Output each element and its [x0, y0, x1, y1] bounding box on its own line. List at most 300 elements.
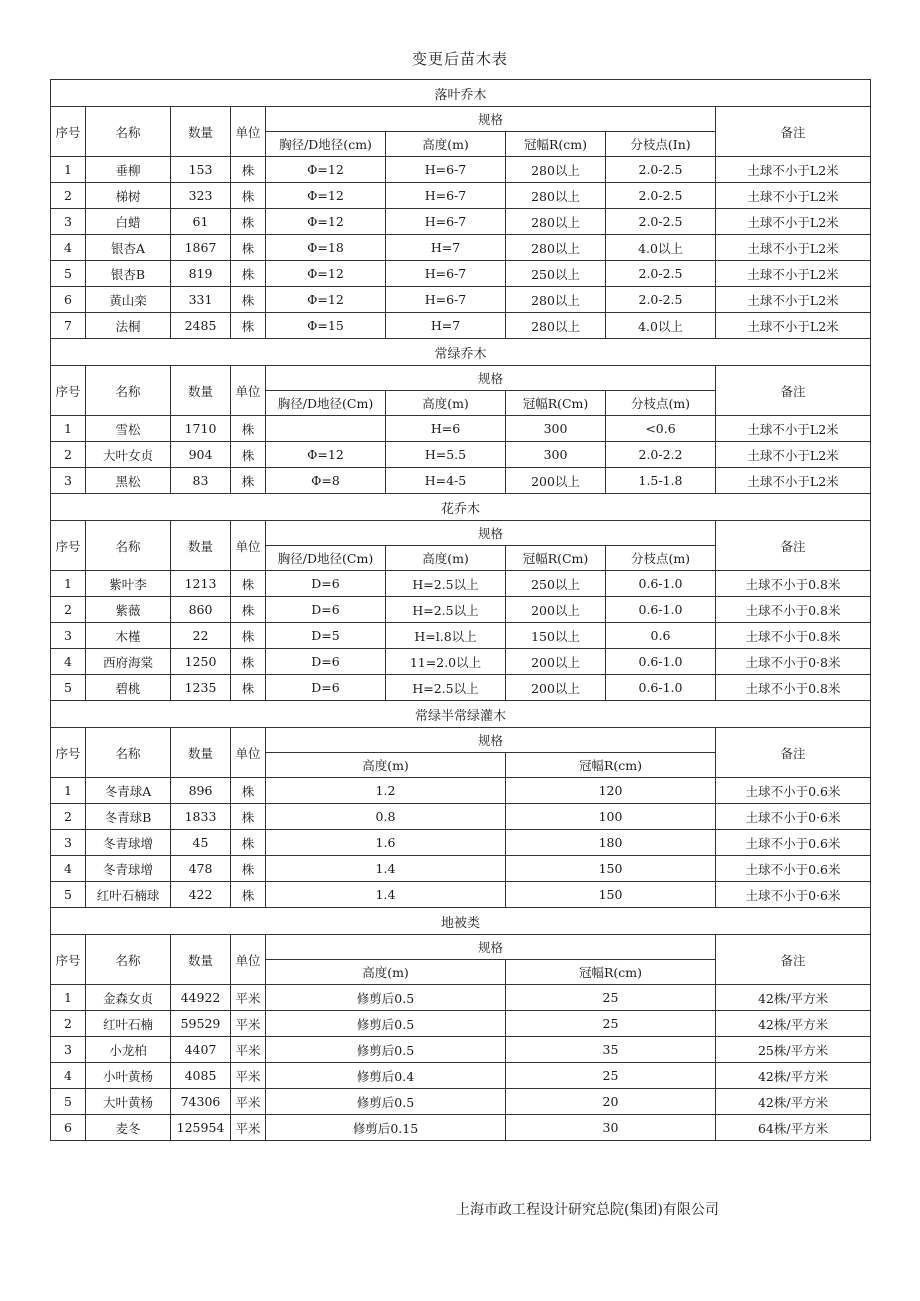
cell-quantity: 1710	[171, 416, 231, 442]
cell-crown: 200以上	[506, 675, 606, 701]
cell-index: 5	[51, 1089, 86, 1115]
cell-diameter: Φ=18	[266, 235, 386, 261]
table-row	[51, 1115, 871, 1141]
header-remark: 备注	[716, 107, 871, 157]
cell-crown: 20	[506, 1089, 716, 1115]
table-row	[51, 468, 871, 494]
cell-unit: 株	[231, 235, 266, 261]
cell-remark: 42株/平方米	[716, 1089, 871, 1115]
table-row	[51, 157, 871, 183]
cell-name: 小叶黄杨	[86, 1063, 171, 1089]
cell-crown: 30	[506, 1115, 716, 1141]
cell-unit: 株	[231, 856, 266, 882]
cell-crown: 120	[506, 778, 716, 804]
section-title-row	[51, 494, 871, 521]
table-row	[51, 1011, 871, 1037]
cell-name: 梯树	[86, 183, 171, 209]
cell-crown: 25	[506, 1063, 716, 1089]
cell-unit: 株	[231, 313, 266, 339]
cell-height: 11=2.0以上	[386, 649, 506, 675]
cell-branch-point: <0.6	[606, 416, 716, 442]
cell-crown: 250以上	[506, 261, 606, 287]
cell-remark: 42株/平方米	[716, 1011, 871, 1037]
cell-name: 紫薇	[86, 597, 171, 623]
cell-name: 红叶石楠	[86, 1011, 171, 1037]
header-remark: 备注	[716, 521, 871, 571]
table-row	[51, 804, 871, 830]
section-title: 常绿半常绿灌木	[51, 701, 871, 728]
cell-remark: 25株/平方米	[716, 1037, 871, 1063]
cell-height: H=6-7	[386, 287, 506, 313]
header-name: 名称	[86, 935, 171, 985]
cell-quantity: 1250	[171, 649, 231, 675]
spec-header: 胸径/D地径(Cm)	[266, 546, 386, 571]
cell-unit: 株	[231, 804, 266, 830]
cell-remark: 土球不小于L2米	[716, 287, 871, 313]
cell-diameter: Φ=8	[266, 468, 386, 494]
cell-height: H=6-7	[386, 261, 506, 287]
cell-remark: 土球不小于L2米	[716, 209, 871, 235]
cell-height: 修剪后0.15	[266, 1115, 506, 1141]
table-header-row	[51, 935, 871, 960]
cell-crown: 25	[506, 1011, 716, 1037]
cell-quantity: 59529	[171, 1011, 231, 1037]
header-quantity: 数量	[171, 107, 231, 157]
cell-quantity: 125954	[171, 1115, 231, 1141]
cell-index: 7	[51, 313, 86, 339]
cell-unit: 株	[231, 157, 266, 183]
cell-quantity: 904	[171, 442, 231, 468]
cell-height: H=2.5以上	[386, 597, 506, 623]
spec-header: 分枝点(In)	[606, 132, 716, 157]
header-unit: 单位	[231, 521, 266, 571]
cell-crown: 180	[506, 830, 716, 856]
cell-quantity: 61	[171, 209, 231, 235]
cell-name: 法桐	[86, 313, 171, 339]
cell-name: 雪松	[86, 416, 171, 442]
cell-crown: 280以上	[506, 313, 606, 339]
cell-branch-point: 0.6-1.0	[606, 597, 716, 623]
cell-index: 3	[51, 1037, 86, 1063]
cell-name: 大叶女贞	[86, 442, 171, 468]
cell-diameter: D=5	[266, 623, 386, 649]
cell-quantity: 83	[171, 468, 231, 494]
table-row	[51, 856, 871, 882]
spec-header: 冠幅R(Cm)	[506, 546, 606, 571]
cell-index: 6	[51, 1115, 86, 1141]
header-name: 名称	[86, 366, 171, 416]
cell-index: 2	[51, 804, 86, 830]
cell-branch-point: 2.0-2.5	[606, 157, 716, 183]
cell-crown: 150以上	[506, 623, 606, 649]
header-spec: 规格	[266, 107, 716, 132]
cell-remark: 42株/平方米	[716, 985, 871, 1011]
cell-unit: 株	[231, 623, 266, 649]
cell-height: H=2.5以上	[386, 675, 506, 701]
header-spec: 规格	[266, 728, 716, 753]
header-remark: 备注	[716, 935, 871, 985]
cell-height: H=5.5	[386, 442, 506, 468]
table-row	[51, 287, 871, 313]
cell-diameter: D=6	[266, 675, 386, 701]
cell-unit: 平米	[231, 1037, 266, 1063]
spec-header: 胸径/D地径(Cm)	[266, 391, 386, 416]
table-header-row	[51, 728, 871, 753]
cell-branch-point: 4.0以上	[606, 313, 716, 339]
cell-unit: 株	[231, 261, 266, 287]
cell-name: 黄山栾	[86, 287, 171, 313]
spec-header: 高度(m)	[386, 132, 506, 157]
cell-unit: 平米	[231, 1089, 266, 1115]
cell-index: 4	[51, 856, 86, 882]
cell-height: H=7	[386, 235, 506, 261]
table-row	[51, 778, 871, 804]
spec-header: 高度(m)	[386, 391, 506, 416]
cell-remark: 42株/平方米	[716, 1063, 871, 1089]
cell-name: 冬青球A	[86, 778, 171, 804]
cell-unit: 平米	[231, 1115, 266, 1141]
section-title-row	[51, 701, 871, 728]
document-title: 变更后苗木表	[411, 50, 508, 68]
cell-remark: 土球不小于L2米	[716, 157, 871, 183]
cell-name: 银杏B	[86, 261, 171, 287]
cell-remark: 土球不小于0.6米	[716, 856, 871, 882]
table-row	[51, 313, 871, 339]
cell-unit: 株	[231, 675, 266, 701]
section-title-row	[51, 80, 871, 107]
cell-quantity: 2485	[171, 313, 231, 339]
cell-unit: 平米	[231, 1011, 266, 1037]
cell-crown: 200以上	[506, 649, 606, 675]
cell-index: 4	[51, 1063, 86, 1089]
table-row	[51, 830, 871, 856]
cell-diameter: Φ=12	[266, 157, 386, 183]
header-quantity: 数量	[171, 935, 231, 985]
cell-branch-point: 2.0-2.5	[606, 209, 716, 235]
cell-crown: 100	[506, 804, 716, 830]
cell-branch-point: 0.6-1.0	[606, 571, 716, 597]
company-footer: 上海市政工程设计研究总院(集团)有限公司	[456, 1202, 719, 1218]
header-remark: 备注	[716, 728, 871, 778]
cell-unit: 株	[231, 571, 266, 597]
cell-remark: 土球不小于L2米	[716, 313, 871, 339]
cell-height: 1.2	[266, 778, 506, 804]
table-row	[51, 1063, 871, 1089]
cell-remark: 土球不小于0.8米	[716, 597, 871, 623]
cell-diameter: D=6	[266, 597, 386, 623]
cell-height: H=4-5	[386, 468, 506, 494]
cell-quantity: 860	[171, 597, 231, 623]
cell-index: 4	[51, 649, 86, 675]
cell-diameter: Φ=12	[266, 287, 386, 313]
cell-unit: 株	[231, 830, 266, 856]
cell-unit: 株	[231, 416, 266, 442]
cell-diameter: D=6	[266, 649, 386, 675]
table-header-row	[51, 366, 871, 391]
cell-quantity: 153	[171, 157, 231, 183]
table-header-row	[51, 521, 871, 546]
cell-index: 3	[51, 830, 86, 856]
spec-header: 高度(m)	[266, 960, 506, 985]
cell-quantity: 896	[171, 778, 231, 804]
cell-name: 冬青球增	[86, 830, 171, 856]
cell-height: H=6-7	[386, 209, 506, 235]
spec-header: 分枝点(m)	[606, 546, 716, 571]
cell-unit: 平米	[231, 1063, 266, 1089]
cell-height: H=7	[386, 313, 506, 339]
table-row	[51, 597, 871, 623]
table-row	[51, 235, 871, 261]
header-quantity: 数量	[171, 366, 231, 416]
cell-remark: 土球不小于0·6米	[716, 804, 871, 830]
cell-crown: 150	[506, 882, 716, 908]
cell-remark: 土球不小于L2米	[716, 235, 871, 261]
cell-branch-point: 4.0以上	[606, 235, 716, 261]
table-row	[51, 442, 871, 468]
cell-name: 红叶石楠球	[86, 882, 171, 908]
cell-crown: 280以上	[506, 287, 606, 313]
cell-height: 修剪后0.5	[266, 1011, 506, 1037]
cell-quantity: 478	[171, 856, 231, 882]
cell-index: 2	[51, 1011, 86, 1037]
table-row	[51, 261, 871, 287]
spec-header: 冠幅R(cm)	[506, 132, 606, 157]
header-remark: 备注	[716, 366, 871, 416]
spec-header: 高度(m)	[386, 546, 506, 571]
cell-diameter: Φ=12	[266, 442, 386, 468]
header-unit: 单位	[231, 366, 266, 416]
cell-quantity: 4085	[171, 1063, 231, 1089]
header-unit: 单位	[231, 728, 266, 778]
cell-index: 2	[51, 442, 86, 468]
cell-height: 修剪后0.4	[266, 1063, 506, 1089]
cell-name: 碧桃	[86, 675, 171, 701]
table-row	[51, 623, 871, 649]
cell-crown: 280以上	[506, 183, 606, 209]
spec-header: 冠幅R(cm)	[506, 960, 716, 985]
spec-header: 高度(m)	[266, 753, 506, 778]
header-index: 序号	[51, 728, 86, 778]
cell-index: 3	[51, 468, 86, 494]
cell-name: 木槿	[86, 623, 171, 649]
header-name: 名称	[86, 521, 171, 571]
cell-index: 2	[51, 597, 86, 623]
cell-remark: 土球不小于0.8米	[716, 571, 871, 597]
header-index: 序号	[51, 521, 86, 571]
table-header-row	[51, 107, 871, 132]
cell-unit: 株	[231, 882, 266, 908]
cell-remark: 土球不小于L2米	[716, 442, 871, 468]
cell-branch-point: 0.6-1.0	[606, 649, 716, 675]
cell-remark: 土球不小于0·6米	[716, 882, 871, 908]
cell-index: 1	[51, 416, 86, 442]
cell-remark: 土球不小于L2米	[716, 468, 871, 494]
cell-height: H=l.8以上	[386, 623, 506, 649]
cell-remark: 土球不小于L2米	[716, 261, 871, 287]
section-title: 常绿乔木	[51, 339, 871, 366]
cell-index: 3	[51, 209, 86, 235]
cell-unit: 平米	[231, 985, 266, 1011]
cell-diameter: Φ=12	[266, 261, 386, 287]
section-title-row	[51, 908, 871, 935]
cell-quantity: 22	[171, 623, 231, 649]
cell-quantity: 44922	[171, 985, 231, 1011]
cell-crown: 150	[506, 856, 716, 882]
spec-header: 冠幅R(cm)	[506, 753, 716, 778]
cell-remark: 土球不小于0·8米	[716, 649, 871, 675]
section-title: 花乔木	[51, 494, 871, 521]
cell-diameter: Φ=12	[266, 209, 386, 235]
cell-index: 5	[51, 882, 86, 908]
spec-header: 胸径/D地径(cm)	[266, 132, 386, 157]
cell-unit: 株	[231, 442, 266, 468]
cell-quantity: 1867	[171, 235, 231, 261]
cell-height: H=6	[386, 416, 506, 442]
cell-quantity: 422	[171, 882, 231, 908]
cell-name: 垂柳	[86, 157, 171, 183]
cell-diameter: Φ=12	[266, 183, 386, 209]
cell-index: 3	[51, 623, 86, 649]
cell-name: 冬青球B	[86, 804, 171, 830]
cell-crown: 200以上	[506, 468, 606, 494]
cell-crown: 35	[506, 1037, 716, 1063]
cell-index: 1	[51, 985, 86, 1011]
table-row	[51, 1089, 871, 1115]
section-title-row	[51, 339, 871, 366]
cell-crown: 250以上	[506, 571, 606, 597]
cell-quantity: 331	[171, 287, 231, 313]
header-index: 序号	[51, 107, 86, 157]
cell-remark: 土球不小于0.8米	[716, 675, 871, 701]
section-title: 地被类	[51, 908, 871, 935]
cell-remark: 土球不小于L2米	[716, 183, 871, 209]
cell-quantity: 4407	[171, 1037, 231, 1063]
nursery-stock-table	[50, 79, 871, 1141]
cell-branch-point: 1.5-1.8	[606, 468, 716, 494]
section-title: 落叶乔木	[51, 80, 871, 107]
cell-quantity: 1235	[171, 675, 231, 701]
cell-height: 修剪后0.5	[266, 1089, 506, 1115]
cell-crown: 280以上	[506, 157, 606, 183]
cell-index: 6	[51, 287, 86, 313]
header-quantity: 数量	[171, 521, 231, 571]
table-row	[51, 882, 871, 908]
cell-index: 5	[51, 675, 86, 701]
cell-quantity: 1833	[171, 804, 231, 830]
header-unit: 单位	[231, 935, 266, 985]
cell-name: 麦冬	[86, 1115, 171, 1141]
cell-index: 2	[51, 183, 86, 209]
cell-height: H=6-7	[386, 183, 506, 209]
cell-index: 1	[51, 778, 86, 804]
spec-header: 冠幅R(Cm)	[506, 391, 606, 416]
cell-crown: 25	[506, 985, 716, 1011]
cell-height: 修剪后0.5	[266, 1037, 506, 1063]
header-index: 序号	[51, 366, 86, 416]
header-name: 名称	[86, 728, 171, 778]
cell-index: 1	[51, 571, 86, 597]
header-name: 名称	[86, 107, 171, 157]
cell-branch-point: 0.6-1.0	[606, 675, 716, 701]
cell-branch-point: 0.6	[606, 623, 716, 649]
cell-index: 1	[51, 157, 86, 183]
cell-crown: 300	[506, 416, 606, 442]
cell-diameter: D=6	[266, 571, 386, 597]
cell-remark: 土球不小于0.8米	[716, 623, 871, 649]
header-spec: 规格	[266, 366, 716, 391]
header-unit: 单位	[231, 107, 266, 157]
table-row	[51, 183, 871, 209]
cell-height: H=6-7	[386, 157, 506, 183]
cell-branch-point: 2.0-2.5	[606, 287, 716, 313]
cell-height: 1.6	[266, 830, 506, 856]
cell-index: 5	[51, 261, 86, 287]
cell-height: 修剪后0.5	[266, 985, 506, 1011]
cell-unit: 株	[231, 287, 266, 313]
cell-diameter: Φ=15	[266, 313, 386, 339]
header-quantity: 数量	[171, 728, 231, 778]
cell-height: 1.4	[266, 856, 506, 882]
spec-header: 分枝点(m)	[606, 391, 716, 416]
cell-name: 冬青球增	[86, 856, 171, 882]
cell-unit: 株	[231, 778, 266, 804]
cell-crown: 280以上	[506, 235, 606, 261]
cell-branch-point: 2.0-2.5	[606, 261, 716, 287]
cell-unit: 株	[231, 183, 266, 209]
header-index: 序号	[51, 935, 86, 985]
cell-quantity: 819	[171, 261, 231, 287]
cell-name: 西府海棠	[86, 649, 171, 675]
cell-remark: 土球不小于0.6米	[716, 830, 871, 856]
cell-unit: 株	[231, 468, 266, 494]
cell-quantity: 1213	[171, 571, 231, 597]
cell-branch-point: 2.0-2.5	[606, 183, 716, 209]
cell-crown: 300	[506, 442, 606, 468]
cell-branch-point: 2.0-2.2	[606, 442, 716, 468]
cell-unit: 株	[231, 597, 266, 623]
cell-quantity: 323	[171, 183, 231, 209]
cell-name: 紫叶李	[86, 571, 171, 597]
table-row	[51, 675, 871, 701]
cell-index: 4	[51, 235, 86, 261]
cell-remark: 64株/平方米	[716, 1115, 871, 1141]
cell-crown: 280以上	[506, 209, 606, 235]
cell-height: 1.4	[266, 882, 506, 908]
header-spec: 规格	[266, 521, 716, 546]
cell-name: 黑松	[86, 468, 171, 494]
cell-height: H=2.5以上	[386, 571, 506, 597]
cell-quantity: 45	[171, 830, 231, 856]
table-row	[51, 1037, 871, 1063]
header-spec: 规格	[266, 935, 716, 960]
cell-unit: 株	[231, 209, 266, 235]
cell-name: 大叶黄杨	[86, 1089, 171, 1115]
cell-remark: 土球不小于L2米	[716, 416, 871, 442]
table-row	[51, 985, 871, 1011]
cell-name: 小龙柏	[86, 1037, 171, 1063]
cell-name: 白蜡	[86, 209, 171, 235]
table-row	[51, 416, 871, 442]
table-row	[51, 209, 871, 235]
cell-quantity: 74306	[171, 1089, 231, 1115]
table-row	[51, 571, 871, 597]
cell-remark: 土球不小于0.6米	[716, 778, 871, 804]
cell-name: 银杏A	[86, 235, 171, 261]
cell-name: 金森女贞	[86, 985, 171, 1011]
cell-crown: 200以上	[506, 597, 606, 623]
cell-height: 0.8	[266, 804, 506, 830]
cell-unit: 株	[231, 649, 266, 675]
